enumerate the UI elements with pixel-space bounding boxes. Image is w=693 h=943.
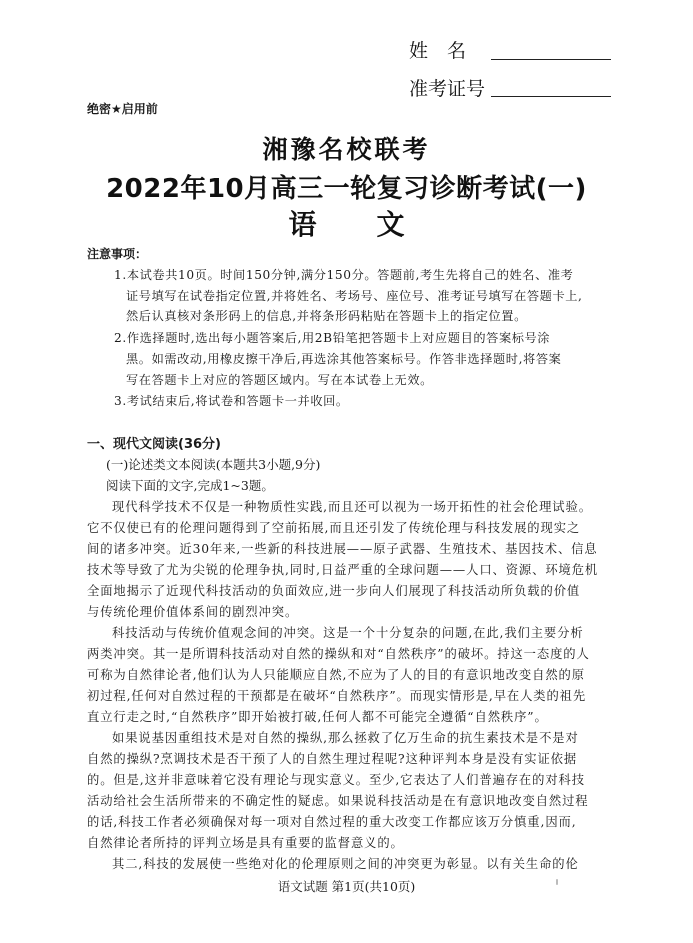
passage-line: 的话,科技工作者必须确保对每一项对自然过程的重大改变工作都应该万分慎重,因而, <box>87 815 577 829</box>
passage-line: 活动给社会生活所带来的不确定性的疑虑。如果说科技活动是在有意识地改变自然过程 <box>87 794 589 808</box>
passage-line: 自然的操纵?烹调技术是否干预了人的自然生理过程呢?这种评判本身是没有实证依据 <box>87 752 578 766</box>
passage-line: 技术等导致了尤为尖锐的伦理争执,同时,日益严重的全球问题——人口、资源、环境危机 <box>87 563 599 577</box>
subsection-heading: (一)论述类文本阅读(本题共3小题,9分) <box>106 457 321 472</box>
passage-line: 它不仅使已有的伦理问题得到了空前拓展,而且还引发了传统伦理与科技发展的现实之 <box>87 521 581 535</box>
passage-line: 全面地揭示了近现代科技活动的负面效应,进一步向人们展现了科技活动所负载的价值 <box>87 584 581 598</box>
notice-heading: 注意事项： <box>87 247 148 261</box>
notice-line: 2.作选择题时,选出每小题答案后,用2B铅笔把答题卡上对应题目的答案标号涂 <box>114 331 551 345</box>
reading-instruction: 阅读下面的文字,完成1~3题。 <box>106 478 274 493</box>
notice-line: 3.考试结束后,将试卷和答题卡一并收回。 <box>114 394 349 408</box>
subject-char: 文 <box>376 208 405 241</box>
notice-line: 然后认真核对条形码上的信息,并将条形码粘贴在答题卡上的指定位置。 <box>126 309 527 323</box>
name-label: 姓 名 <box>409 40 467 62</box>
name-underline <box>491 59 611 60</box>
passage-line: 两类冲突。其一是所谓科技活动对自然的操纵和对“自然秩序”的破坏。持这一态度的人 <box>87 647 590 661</box>
secret-mark: 绝密★启用前 <box>87 102 158 116</box>
passage-line: 直立行走之时,“自然秩序”即开始被打破,任何人都不可能完全遵循“自然秩序”。 <box>87 710 548 724</box>
notice-line: 写在答题卡上对应的答题区域内。写在本试卷上无效。 <box>126 373 433 387</box>
passage-line: 科技活动与传统价值观念间的冲突。这是一个十分复杂的问题,在此,我们主要分析 <box>112 626 584 640</box>
passage-line: 现代科学技术不仅是一种物质性实践,而且还可以视为一场开拓性的社会伦理试验。 <box>112 500 592 514</box>
passage-line: 可称为自然律论者,他们认为人只能顺应自然,不应为了人的目的有意识地改变自然的原 <box>87 668 585 682</box>
scan-speck <box>556 879 558 885</box>
page-footer: 语文试题 第1页(共10页) <box>277 879 416 894</box>
passage-line: 与传统伦理价值体系间的剧烈冲突。 <box>87 605 299 619</box>
notice-line: 黑。如需改动,用橡皮擦干净后,再选涂其他答案标号。作答非选择题时,将答案 <box>126 352 562 366</box>
notice-line: 1.本试卷共10页。时间150分钟,满分150分。答题前,考生先将自己的姓名、准考 <box>114 268 574 282</box>
passage-line: 其二,科技的发展使一些绝对化的伦理原则之间的冲突更为彰显。以有关生命的伦 <box>112 857 579 871</box>
section-heading: 一、现代文阅读(36分) <box>87 437 221 452</box>
passage-line: 的。但是,这并非意味着它没有理论与现实意义。至少,它表达了人们普遍存在的对科技 <box>87 773 585 787</box>
notice-line: 证号填写在试卷指定位置,并将姓名、考场号、座位号、准考证号填写在答题卡上, <box>126 289 583 303</box>
exam-number-label: 准考证号 <box>409 78 486 100</box>
exam-number-underline <box>491 96 611 97</box>
passage-line: 间的诸多冲突。近30年来,一些新的科技进展——原子武器、生殖技术、基因技术、信息 <box>87 542 598 556</box>
exam-subtitle: 2022年10月高三一轮复习诊断考试(一) <box>106 174 587 204</box>
subject-char: 语 <box>288 208 317 241</box>
subject-title <box>0 203 693 243</box>
passage-line: 自然律论者所持的评判立场是具有重要的监督意义的。 <box>87 836 404 850</box>
passage-line: 如果说基因重组技术是对自然的操纵,那么拯救了亿万生命的抗生素技术是不是对 <box>112 731 579 745</box>
passage-line: 初过程,任何对自然过程的干预都是在破坏“自然秩序”。而现实情形是,早在人类的祖先 <box>87 689 587 703</box>
exam-title: 湘豫名校联考 <box>262 135 431 164</box>
